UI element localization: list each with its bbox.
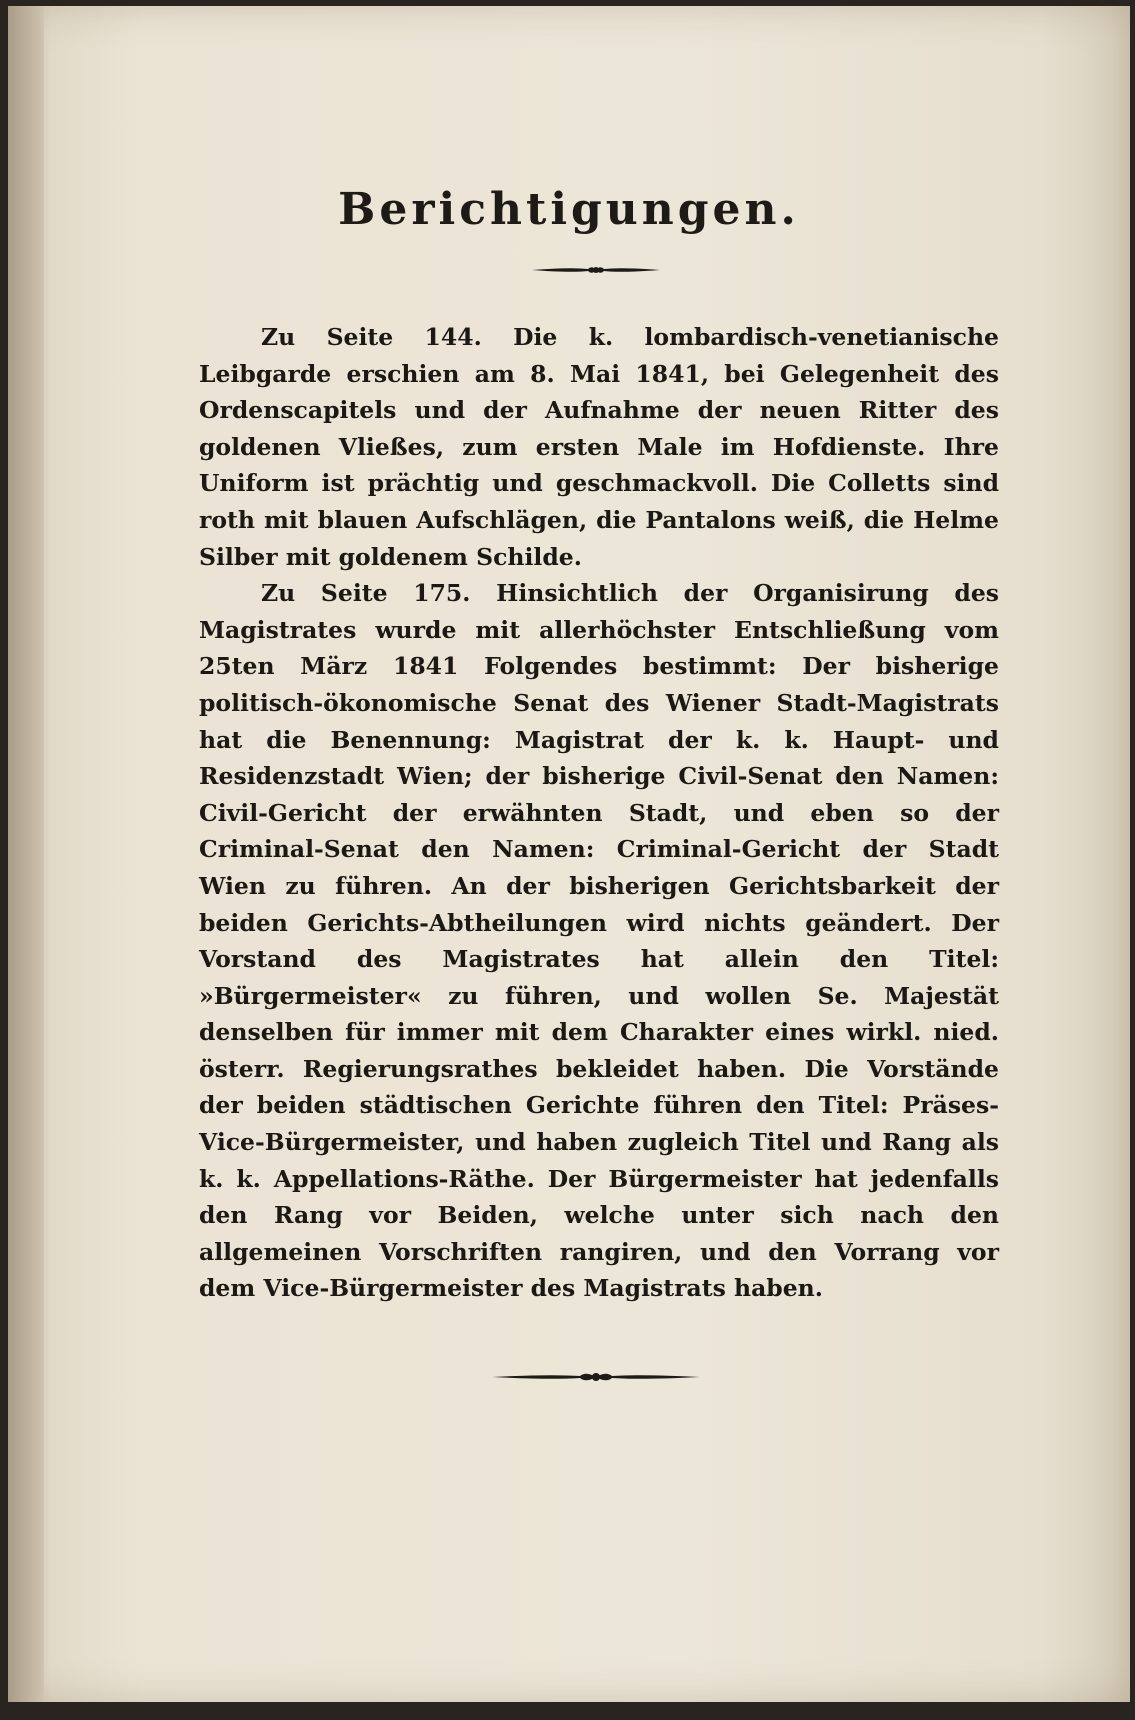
page-gutter xyxy=(8,6,44,1702)
paragraph-text: Hinsichtlich der Organisirung des Magistrates wurde mit allerhöchster Entschließung vom 25ten März 1841 Folgendes bestimmt: Der bisherige politisch-ökonomische Senat des Wiener Stadt-Magistrats hat die Benennung: Magistrat der k. k. Haupt- und Residenzstadt Wien; der bisherige Civil-Senat den Namen: Civil-Gericht der erwähnten Stadt, und eben so der Criminal-Senat den Namen: Criminal-Gericht der Stadt Wien zu führen. An der bisherigen Gerichtsbarkeit der beiden Gerichts-Abtheilungen wird nichts geändert. Der Vorstand des Magistrates hat allein den Titel: »Bürgermeister« zu führen, und wollen Se. Majestät denselben für immer mit dem Charakter eines wirkl. nied. österr. Regierungsrathes bekleidet haben. Die Vorstände der beiden städtischen Gerichte führen den Titel: Präses-Vice-Bürgermeister, und haben zugleich Titel und Rang als k. k. Appellations-Räthe. Der Bürgermeister hat jedenfalls den Rang vor Beiden, welche unter sich nach den allgemeinen Vorschriften rangiren, und den Vorrang vor dem Vice-Bürgermeister des Magistrats haben. xyxy=(199,579,999,1303)
correction-paragraph xyxy=(199,575,999,1307)
paragraph-text: Die k. lombardisch-venetianische Leibgarde erschien am 8. Mai 1841, bei Gelegenheit des Ordenscapitels und der Aufnahme der neuen Ritter des goldenen Vließes, zum ersten Male im Hofdienste. Ihre Uniform ist prächtig und geschmackvoll. Die Colletts sind roth mit blauen Aufschlägen, die Pantalons weiß, die Helme Silber mit goldenem Schilde. xyxy=(199,323,999,571)
divider-ornament-top xyxy=(530,262,662,278)
page-reference: Zu Seite 144. xyxy=(261,323,482,351)
corrections-text xyxy=(199,319,999,1307)
page-heading: Berichtigungen. xyxy=(338,184,800,235)
correction-paragraph xyxy=(199,319,999,575)
divider-ornament-bottom xyxy=(490,1369,702,1385)
page-reference: Zu Seite 175. xyxy=(261,579,471,608)
book-page xyxy=(8,6,1130,1702)
